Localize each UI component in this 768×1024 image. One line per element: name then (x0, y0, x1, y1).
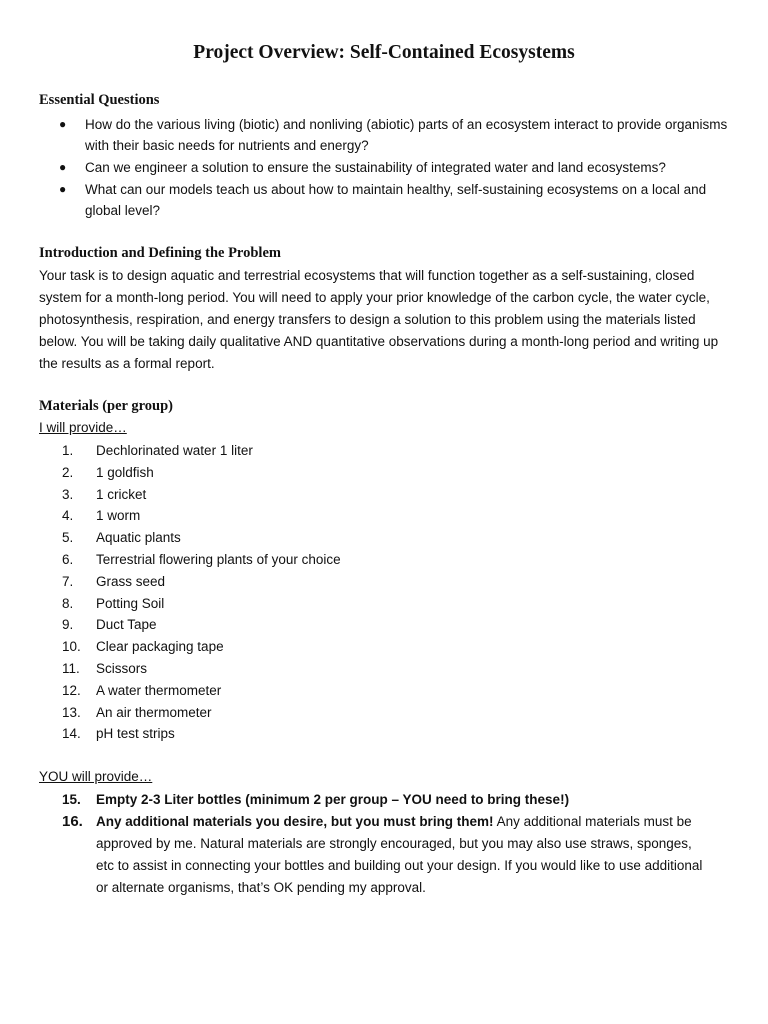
essential-questions-heading: Essential Questions (39, 92, 160, 108)
list-item: 12. A water thermometer (62, 682, 222, 698)
list-item: 1. Dechlorinated water 1 liter (62, 443, 253, 458)
materials-heading: Materials (per group) (39, 398, 173, 414)
list-item: 13. An air thermometer (62, 704, 212, 720)
list-item: 3. 1 cricket (62, 486, 147, 502)
teacher-provides-label: I will provide… (39, 420, 127, 435)
page-title: Project Overview: Self-Contained Ecosystems (193, 42, 575, 63)
list-item: 7. Grass seed (62, 573, 166, 589)
introduction-body: Your task is to design aquatic and terrestrial ecosystems that will function together as a self-sustaining, closed system for a month-long period. You will need to apply your prior knowledge of the carbon cycle, the water cycle, photosynthesis, respiration, and energy transfers to design a solution to this problem using the materials listed below. You will be taking daily qualitative AND quantitative observations during a month-long period and writing up the results as a formal report. (39, 268, 719, 371)
list-item: 16. Any additional materials you desire, but you must bring them! Any additional materials must be approved by me. Natural materials are strongly encouraged, but you may also use straws, sponges, etc to assist in connecting your bottles and building out your design. If you would like to use additional or alternate organisms, that’s OK pending my approval. (62, 813, 703, 895)
student-provides-label: YOU will provide… (39, 769, 153, 784)
list-item: 14. pH test strips (62, 726, 175, 742)
bullet-icon: ● (59, 182, 67, 196)
list-item: 11. Scissors (62, 660, 148, 676)
list-item: 10. Clear packaging tape (62, 639, 224, 655)
list-item: 6. Terrestrial flowering plants of your choice (62, 551, 341, 567)
list-item: ● Can we engineer a solution to ensure the sustainability of integrated water and land ecosystems? (59, 157, 729, 178)
list-item: 8. Potting Soil (62, 595, 165, 611)
bullet-icon: ● (59, 160, 67, 174)
bullet-icon: ● (59, 117, 67, 131)
list-item: 4. 1 worm (62, 508, 141, 524)
list-item: ● How do the various living (biotic) and nonliving (abiotic) parts of an ecosystem interact to provide organisms with their basic needs for nutrients and energy? (59, 114, 729, 156)
introduction-heading: Introduction and Defining the Problem (39, 245, 281, 261)
list-item: 9. Duct Tape (62, 617, 157, 633)
essential-questions-list (59, 114, 729, 222)
list-item: 2. 1 goldfish (62, 464, 154, 480)
list-item: 5. Aquatic plants (62, 530, 181, 546)
list-item: 15. Empty 2-3 Liter bottles (minimum 2 per group – YOU need to bring these!) (62, 792, 570, 807)
teacher-materials-list (62, 440, 712, 745)
student-materials-list (62, 789, 712, 899)
list-item: ● What can our models teach us about how to maintain healthy, self-sustaining ecosystems on a local and global level? (59, 179, 729, 221)
